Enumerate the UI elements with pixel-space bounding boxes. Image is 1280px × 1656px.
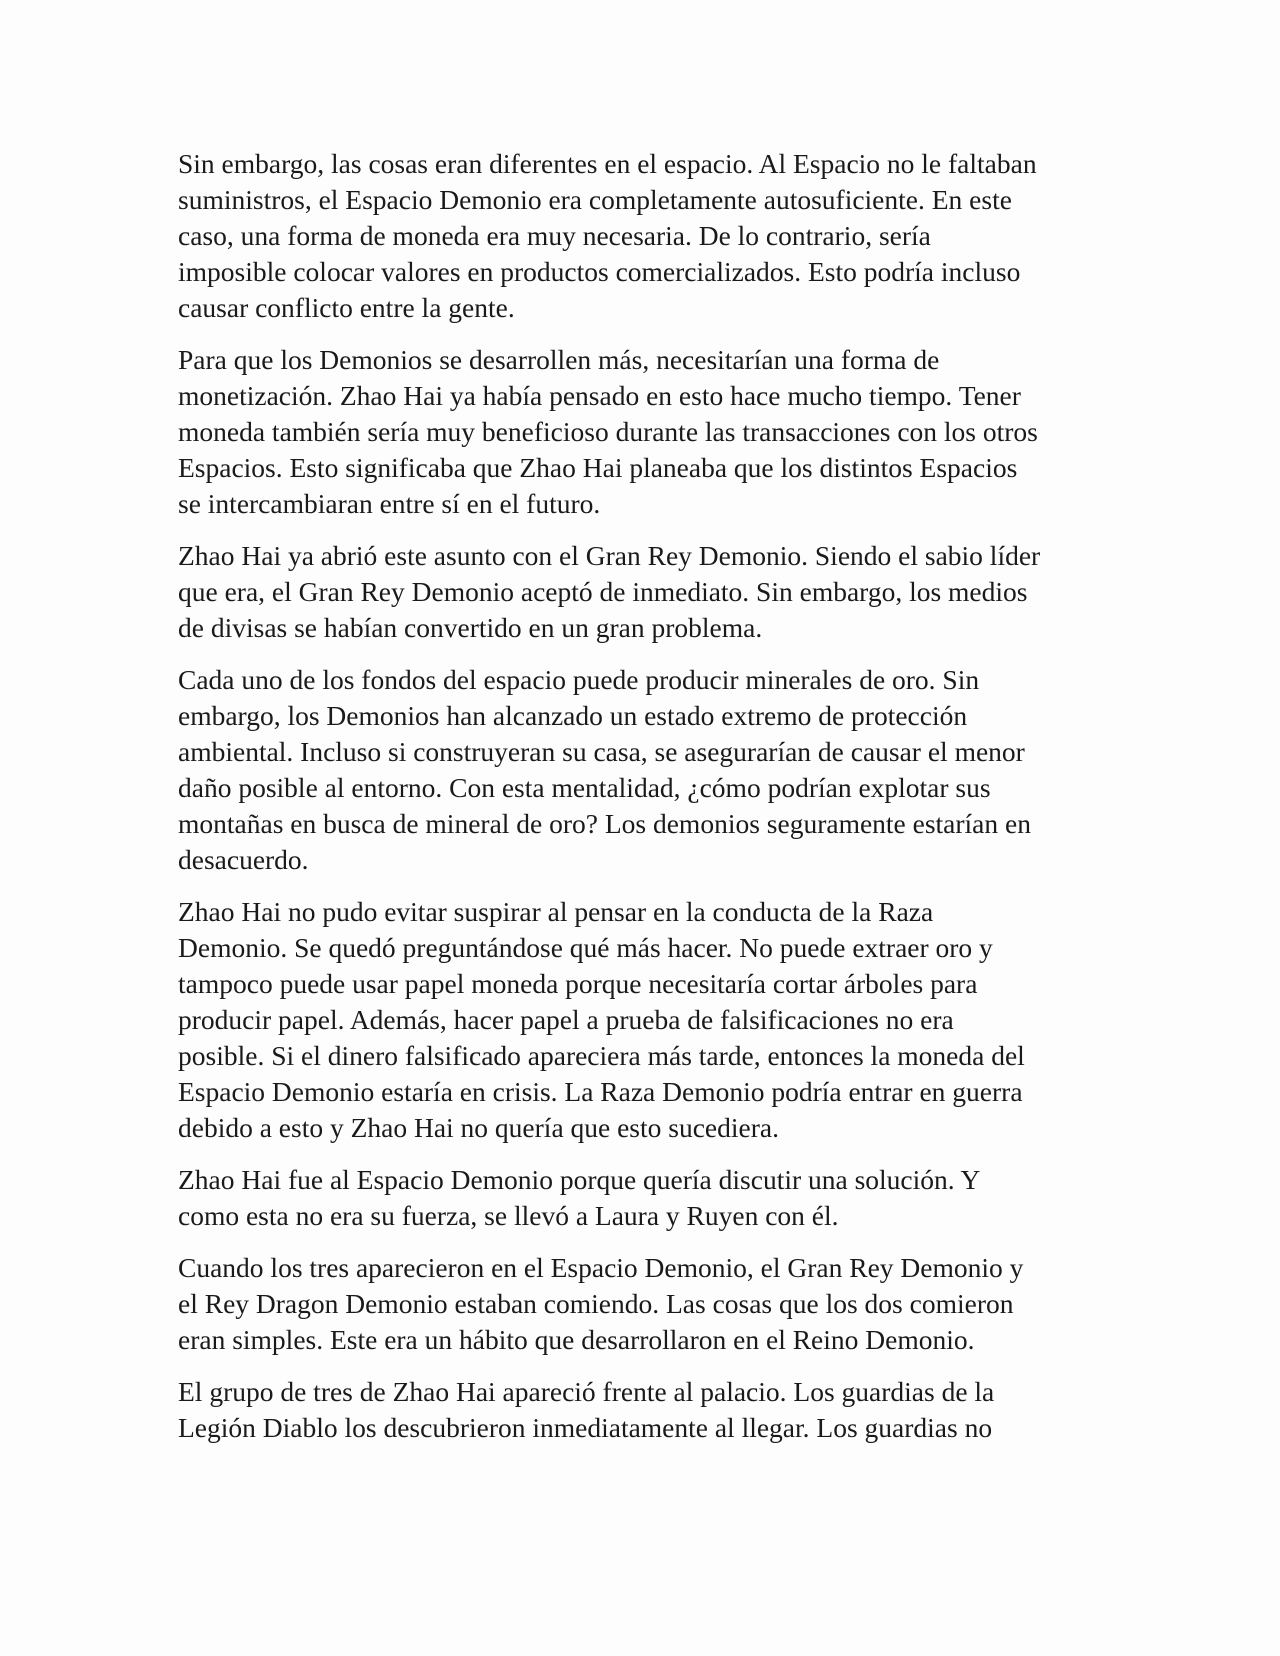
paragraph-5 [178, 894, 1118, 1146]
text-line: desacuerdo. [178, 844, 309, 875]
text-line: Legión Diablo los descubrieron inmediatamente al llegar. Los guardias no [178, 1412, 993, 1443]
text-line: Zhao Hai no pudo evitar suspirar al pensar en la conducta de la Raza [178, 896, 934, 927]
paragraph-6 [178, 1162, 1118, 1234]
paragraph-8 [178, 1374, 1118, 1446]
text-line: montañas en busca de mineral de oro? Los demonios seguramente estarían en [178, 808, 1031, 839]
text-line: Demonio. Se quedó preguntándose qué más hacer. No puede extraer oro y [178, 932, 993, 963]
text-line: suministros, el Espacio Demonio era completamente autosuficiente. En este [178, 184, 1012, 215]
text-line: debido a esto y Zhao Hai no quería que esto sucediera. [178, 1112, 779, 1143]
paragraph-7 [178, 1250, 1118, 1358]
text-line: ambiental. Incluso si construyeran su casa, se asegurarían de causar el menor [178, 736, 1025, 767]
text-line: imposible colocar valores en productos comercializados. Esto podría incluso [178, 256, 1021, 287]
paragraph-1 [178, 146, 1118, 326]
text-line: Sin embargo, las cosas eran diferentes en el espacio. Al Espacio no le faltaban [178, 148, 1037, 179]
text-line: Espacio Demonio estaría en crisis. La Raza Demonio podría entrar en guerra [178, 1076, 1023, 1107]
paragraph-3 [178, 538, 1118, 646]
text-line: El grupo de tres de Zhao Hai apareció frente al palacio. Los guardias de la [178, 1376, 995, 1407]
text-line: monetización. Zhao Hai ya había pensado en esto hace mucho tiempo. Tener [178, 380, 1021, 411]
text-line: producir papel. Además, hacer papel a prueba de falsificaciones no era [178, 1004, 954, 1035]
text-line: Cada uno de los fondos del espacio puede producir minerales de oro. Sin [178, 664, 980, 695]
text-line: eran simples. Este era un hábito que desarrollaron en el Reino Demonio. [178, 1324, 975, 1355]
text-line: Zhao Hai ya abrió este asunto con el Gran Rey Demonio. Siendo el sabio líder [178, 540, 1041, 571]
text-line: como esta no era su fuerza, se llevó a Laura y Ruyen con él. [178, 1200, 839, 1231]
text-line: causar conflicto entre la gente. [178, 292, 515, 323]
text-line: posible. Si el dinero falsificado apareciera más tarde, entonces la moneda del [178, 1040, 1025, 1071]
text-line: daño posible al entorno. Con esta mentalidad, ¿cómo podrían explotar sus [178, 772, 991, 803]
paragraph-2 [178, 342, 1118, 522]
text-line: Zhao Hai fue al Espacio Demonio porque quería discutir una solución. Y [178, 1164, 981, 1195]
text-line: Espacios. Esto significaba que Zhao Hai planeaba que los distintos Espacios [178, 452, 1018, 483]
paragraph-4 [178, 662, 1118, 878]
text-line: tampoco puede usar papel moneda porque necesitaría cortar árboles para [178, 968, 978, 999]
text-line: caso, una forma de moneda era muy necesaria. De lo contrario, sería [178, 220, 931, 251]
text-line: se intercambiaran entre sí en el futuro. [178, 488, 601, 519]
text-line: Para que los Demonios se desarrollen más, necesitarían una forma de [178, 344, 940, 375]
text-line: que era, el Gran Rey Demonio aceptó de inmediato. Sin embargo, los medios [178, 576, 1028, 607]
text-line: el Rey Dragon Demonio estaban comiendo. Las cosas que los dos comieron [178, 1288, 1014, 1319]
text-line: de divisas se habían convertido en un gran problema. [178, 612, 763, 643]
document-body [178, 146, 1118, 1462]
text-line: embargo, los Demonios han alcanzado un estado extremo de protección [178, 700, 968, 731]
text-line: Cuando los tres aparecieron en el Espacio Demonio, el Gran Rey Demonio y [178, 1252, 1024, 1283]
text-line: moneda también sería muy beneficioso durante las transacciones con los otros [178, 416, 1038, 447]
